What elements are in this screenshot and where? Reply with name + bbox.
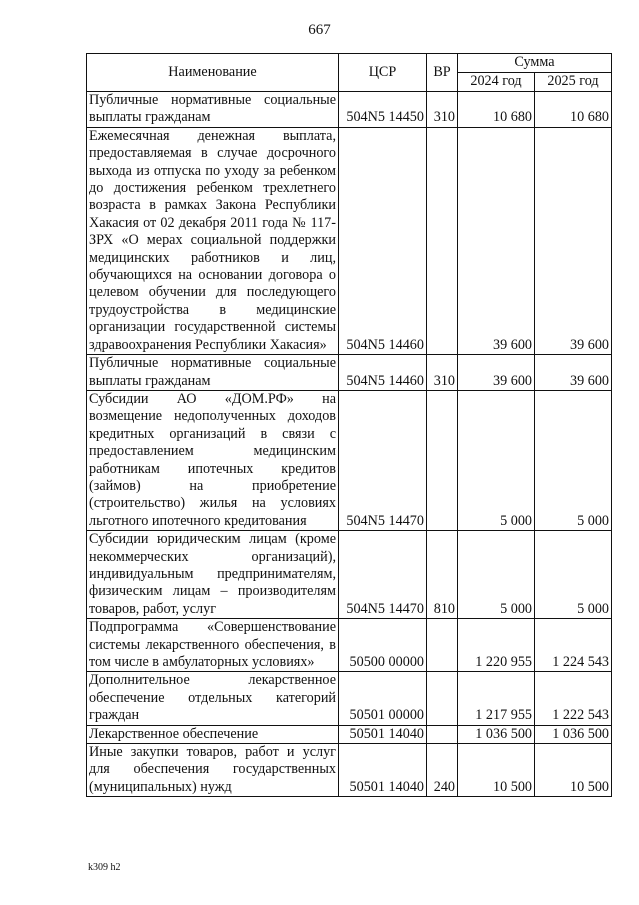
header-sum: Сумма <box>458 54 612 73</box>
row-name: Субсидии юридическим лицам (кроме некоммерческих организаций), индивидуальным предпринимателям, физическим лицам – производителям товаров, работ, услуг <box>87 531 339 619</box>
row-sum-2025: 1 222 543 <box>535 672 612 725</box>
row-name: Ежемесячная денежная выплата, предоставляемая в случае досрочного выхода из отпуска по уходу за ребенком до достижения ребенком трехлетнего возраста в рамках Закона Республики Хакасия от 02 декабря 2011 года № 117-ЗРХ «О мерах социальной поддержки медицинских работников и лиц, обучающихся на основании договора о целевом обучении для последующего трудоустройства в медицинские организации государственной системы здравоохранения Республики Хакасия» <box>87 127 339 354</box>
row-vr: 310 <box>427 355 458 391</box>
budget-table <box>86 53 612 797</box>
row-name: Субсидии АО «ДОМ.РФ» на возмещение недополученных доходов кредитных организаций в связи с предоставлением медицинским работникам ипотечных кредитов (займов) на приобретение (строительство) жилья на условиях льготного ипотечного кредитования <box>87 390 339 530</box>
table-row <box>87 619 612 672</box>
row-sum-2025: 1 224 543 <box>535 619 612 672</box>
row-vr: 810 <box>427 531 458 619</box>
row-vr <box>427 672 458 725</box>
row-sum-2024: 5 000 <box>458 390 535 530</box>
row-csr: 504N5 14460 <box>339 127 427 354</box>
header-vr: ВР <box>427 54 458 92</box>
row-csr: 504N5 14470 <box>339 531 427 619</box>
row-vr <box>427 127 458 354</box>
row-name: Дополнительное лекарственное обеспечение отдельных категорий граждан <box>87 672 339 725</box>
row-sum-2024: 39 600 <box>458 127 535 354</box>
row-csr: 50500 00000 <box>339 619 427 672</box>
table-row <box>87 390 612 530</box>
row-vr: 240 <box>427 744 458 797</box>
table-row <box>87 92 612 128</box>
row-csr: 50501 14040 <box>339 725 427 743</box>
row-csr: 504N5 14460 <box>339 355 427 391</box>
table-row <box>87 725 612 743</box>
row-name: Публичные нормативные социальные выплаты гражданам <box>87 92 339 128</box>
row-vr <box>427 725 458 743</box>
row-sum-2025: 39 600 <box>535 127 612 354</box>
row-sum-2024: 10 500 <box>458 744 535 797</box>
row-sum-2024: 39 600 <box>458 355 535 391</box>
row-sum-2025: 10 680 <box>535 92 612 128</box>
row-sum-2025: 1 036 500 <box>535 725 612 743</box>
row-csr: 504N5 14470 <box>339 390 427 530</box>
page-number: 667 <box>308 22 331 38</box>
header-name: Наименование <box>87 54 339 92</box>
row-name: Иные закупки товаров, работ и услуг для обеспечения государственных (муниципальных) нужд <box>87 744 339 797</box>
header-year-2025: 2025 год <box>535 73 612 92</box>
row-sum-2024: 1 036 500 <box>458 725 535 743</box>
table-row <box>87 127 612 354</box>
row-sum-2024: 1 220 955 <box>458 619 535 672</box>
row-csr: 504N5 14450 <box>339 92 427 128</box>
row-sum-2025: 5 000 <box>535 531 612 619</box>
header-year-2024: 2024 год <box>458 73 535 92</box>
table-row <box>87 355 612 391</box>
row-name: Публичные нормативные социальные выплаты гражданам <box>87 355 339 391</box>
row-vr: 310 <box>427 92 458 128</box>
row-csr: 50501 14040 <box>339 744 427 797</box>
row-sum-2025: 39 600 <box>535 355 612 391</box>
table-row <box>87 744 612 797</box>
row-sum-2024: 1 217 955 <box>458 672 535 725</box>
row-name: Подпрограмма «Совершенствование системы лекарственного обеспечения, в том числе в амбулаторных условиях» <box>87 619 339 672</box>
row-name: Лекарственное обеспечение <box>87 725 339 743</box>
header-csr: ЦСР <box>339 54 427 92</box>
table-row <box>87 672 612 725</box>
row-csr: 50501 00000 <box>339 672 427 725</box>
footer-code: k309 h2 <box>88 862 121 873</box>
row-vr <box>427 619 458 672</box>
row-sum-2024: 10 680 <box>458 92 535 128</box>
table-row <box>87 531 612 619</box>
row-vr <box>427 390 458 530</box>
row-sum-2025: 5 000 <box>535 390 612 530</box>
row-sum-2024: 5 000 <box>458 531 535 619</box>
row-sum-2025: 10 500 <box>535 744 612 797</box>
